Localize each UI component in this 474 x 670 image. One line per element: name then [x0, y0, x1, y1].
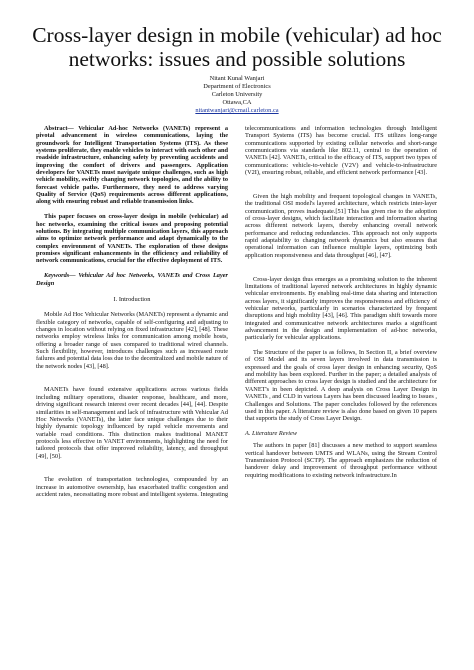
body-paragraph: The Structure of the paper is as follows, In Section II, a brief overview of OSI Model and its seven layers involved in data transmission is expressed and the goals of cross layer design in enhancing security, QoS and mobility has been explored. Further in the paper; a detailed analysis of different approaches to cross layer design is studied and the architecture for VANET's in been depicted. A deep analysis on Cross Layer Design in VANETs , and CLD in various Layers has been discussed leading to Issues , Challenges and Solutions. The paper concludes followed by the references used in this paper. A literature review is also done based on given 10 papers that supports the study of Cross Layer Design. — [245, 349, 437, 423]
abstract-paragraph-1: Abstract— Vehicular Ad-hoc Networks (VANETs) represent a pivotal advancement in wireless communications, laying the groundwork for Intelligent Transportation Systems (ITS). As these systems proliferate, they enable vehicles to interact with each other and roadside infrastructure, enhancing safety by preventing accidents and improving the comfort of drivers and passengers. Application developers for VANETs must navigate unique challenges, such as high vehicle mobility, swiftly changing network topologies, and the ability to forecast vehicle paths. Furthermore, they need to address varying Quality of Service (QoS) requirements across different applications, along with ensuring robust and reliable transmission links. — [36, 125, 228, 206]
body-paragraph: Mobile Ad Hoc Vehicular Networks (MANETs) represent a dynamic and flexible category of networks, capable of self-configuring and adjusting to changes in location without relying on fixed infrastructure [42], [48]. These networks employ wireless links for communication among mobile hosts, offering a broader range of uses compared to traditional wired channels. Such flexibility, however, introduces challenges such as increased route failures and potential data loss due to the decentralized and mobile nature of the network nodes [43], [48]. — [36, 311, 228, 370]
abstract-paragraph-2: This paper focuses on cross-layer design in mobile (vehicular) ad hoc networks, examining the critical issues and proposing potential solutions. By integrating multiple communication layers, this approach aims to optimize network performance and adapt dynamically to the complex environment of VANETs. The exploration of these designs promises significant enhancements in the efficiency and reliability of network communications, crucial for the effective deployment of ITS. — [36, 213, 228, 265]
author-university: Carleton University — [211, 91, 263, 99]
author-department: Department of Electronics — [203, 83, 271, 91]
body-paragraph: MANETs have found extensive applications across various fields including military operations, disaster response, healthcare, and more, driving significant research interest over recent decades [44], [44]. Despite similarities in self-management and lack of infrastructure with Vehicular Ad Hoc Networks (VANETs), the latter face unique challenges due to their highly dynamic topology influenced by rapid vehicle movements and variable road conditions. This distinction makes traditional MANET protocols less effective in VANET environments, highlighting the need for tailored protocols that offer improved reliability, latency, and throughput [49], [50]. — [36, 386, 228, 460]
author-block — [137, 75, 337, 115]
author-email-link[interactable]: nitantwanjari@cmail.carleton.ca — [195, 107, 279, 115]
body-paragraph: Given the high mobility and frequent topological changes in VANETs, the traditional OSI model's layered architecture, which restricts inter-layer communication, proves inadequate.[51] This has given rise to the adoption of cross-layer designs, which facilitate interaction and information sharing across different network layers, thereby enhancing overall network performance and reducing redundancies. This approach not only supports rapid adaptability to changing network dynamics but also ensures that operational information can influence multiple layers, optimizing both application responsiveness and data throughput [46], [47]. — [245, 192, 437, 259]
section-heading-introduction: I. Introduction — [113, 295, 151, 303]
body-paragraph: telecommunications and information technologies through Intelligent Transport Systems (ITS) has become crucial. ITS utilizes long-range communications supported by existing cellular networks and short-range communications via standards like 802.11, central to the operation of VANETs [42]. VANETs, critical to the efficacy of ITS, support two types of communications: vehicle-to-vehicle (V2V) and vehicle-to-infrastructure (V2I), ensuring robust, reliable, and efficient network performance [43]. — [245, 125, 437, 177]
author-location: Ottawa,CA — [222, 99, 252, 107]
paper-title: Cross-layer design in mobile (vehicular) ad hoc networks: issues and possible solutions — [32, 23, 442, 71]
keywords — [36, 272, 228, 287]
abstract — [36, 125, 228, 265]
right-column — [245, 125, 437, 487]
left-column — [36, 125, 228, 506]
author-name: Nitant Kunal Wanjari — [209, 75, 265, 82]
subsection-heading-literature-review: A. Literature Review — [245, 430, 298, 438]
body-paragraph: The evolution of transportation technologies, compounded by an increase in automotive ownership, has exacerbated traffic congestion and accident rates, necessitating more robust and intelligent systems. Integrating — [36, 476, 228, 499]
keywords-text: Keywords— Vehicular Ad hoc Networks, VANETs and Cross Layer Design — [36, 272, 228, 287]
body-paragraph: Cross-layer design thus emerges as a promising solution to the inherent limitations of traditional layered network architectures in highly dynamic vehicular environments. By enabling real-time data sharing and interaction across layers, it significantly improves the responsiveness and efficiency of vehicular networks, particularly in scenarios characterized by frequent disruptions and high mobility [43], [46]. This paradigm shift towards more integrated and communicative network architectures marks a significant advancement in the design and implementation of ad-hoc networks, particularly for vehicular applications. — [245, 275, 437, 342]
body-paragraph: The authors in paper [81] discusses a new method to support seamless vertical handover between UMTS and WLANs, using the Stream Control Transmission Protocol (SCTP). The approach emphasizes the reduction of handover delay and improvement of throughput performance without requiring modifications to existing network infrastructure.In — [245, 442, 437, 479]
